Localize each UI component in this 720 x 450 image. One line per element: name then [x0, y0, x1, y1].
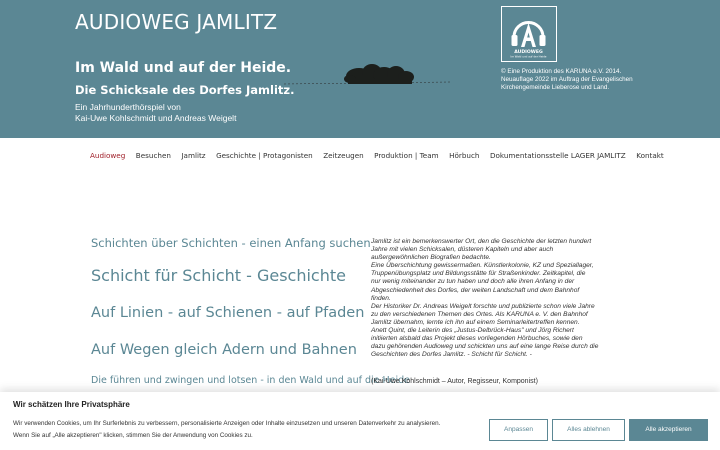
- credit-line2: Neuauflage 2022 im Auftrag der Evangelischen: [501, 76, 633, 84]
- body-line: Eine Überschichtung gewissermaßen. Künstlerkolonie, KZ und Speziallager,: [371, 262, 594, 270]
- hero-intro-line2: Kai-Uwe Kohlschmidt und Andreas Weigelt: [75, 113, 237, 123]
- heading-wald: Die führen und zwingen und lotsen - in den Wald und auf die Heide: [91, 375, 410, 386]
- body-line: nur wenig miteinander zu tun haben und doch alle ihren Anfang in der: [371, 278, 575, 286]
- body-line: Jamlitz übernahm, lernte ich ihn auf einem Seminarleitertreffen kennen.: [371, 318, 580, 326]
- body-line: initiierten alsbald das Projekt dieses vorliegenden Hörbuches, sowie den: [371, 335, 583, 343]
- hero-subheadline: Die Schicksale des Dorfes Jamlitz.: [75, 83, 295, 97]
- reject-all-button[interactable]: Alles ablehnen: [552, 419, 625, 441]
- audioweg-logo[interactable]: [501, 6, 557, 62]
- nav-item-kontakt[interactable]: Kontakt: [636, 151, 664, 160]
- nav-item-produktion[interactable]: Produktion | Team: [374, 151, 439, 160]
- body-line: Truppenübungsplatz und Bildungsstätte für Straßenkinder. Zeitkapitel, die: [371, 270, 586, 278]
- cookie-text-line1: Wir verwenden Cookies, um Ihr Surferlebnis zu verbessern, personalisierte Anzeigen oder Inhalte einzusetzen und unseren Datenverkehr zu analysieren.: [13, 420, 441, 427]
- heading-wegen: Auf Wegen gleich Adern und Bahnen: [91, 342, 357, 358]
- intro-body-text: [371, 238, 633, 359]
- body-line: außergewöhnlichen Biografien bedachte.: [371, 254, 491, 262]
- heading-schichten: Schichten über Schichten - einen Anfang suchen: [91, 236, 371, 250]
- cookie-title: Wir schätzen Ihre Privatsphäre: [13, 400, 130, 409]
- body-line: Anett Quint, die Leiterin des „Justus-Delbrück-Haus" und Jörg Richert: [371, 327, 574, 335]
- nav-item-dokumentationsstelle[interactable]: Dokumentationsstelle LAGER JAMLITZ: [490, 151, 626, 160]
- production-credit: [501, 68, 661, 93]
- hero-intro-line1: Ein Jahrhunderthörspiel von: [75, 102, 181, 112]
- credit-line1: © Eine Produktion des KARUNA e.V. 2014.: [501, 68, 622, 75]
- cookie-text: [13, 418, 483, 442]
- hero-headline: Im Wald und auf der Heide.: [75, 60, 292, 76]
- nav-item-hoerbuch[interactable]: Hörbuch: [449, 151, 480, 160]
- body-line: Abgeschiedenheit des Dorfes, der weiten Landschaft und dem Bahnhof: [371, 286, 580, 294]
- forest-silhouette-icon: [284, 62, 450, 92]
- body-line: Geschichten des Dorfes Jamlitz. - Schicht für Schicht. -: [371, 351, 532, 359]
- body-line: Jamlitz ist ein bemerkenswerter Ort, den die Geschichte der letzten hundert: [371, 238, 592, 245]
- heading-linien: Auf Linien - auf Schienen - auf Pfaden: [91, 305, 365, 321]
- nav-item-besuchen[interactable]: Besuchen: [135, 151, 171, 160]
- credit-line3: Kirchengemeinde Lieberose und Land.: [501, 84, 610, 92]
- hero-intro: [75, 102, 275, 124]
- nav-item-geschichte[interactable]: Geschichte | Protagonisten: [216, 151, 313, 160]
- body-line: dazu gehörenden Audioweg und schickten uns auf eine lange Reise durch die: [371, 343, 599, 351]
- body-line: Der Historiker Dr. Andreas Weigelt forschte und publizierte schon viele Jahre: [371, 302, 595, 310]
- main-navigation: [90, 151, 674, 163]
- body-line: finden.: [371, 294, 391, 302]
- nav-item-jamlitz[interactable]: Jamlitz: [181, 151, 206, 160]
- cookie-text-line2: Wenn Sie auf „Alle akzeptieren" klicken, stimmen Sie der Anwendung von Cookies zu.: [13, 432, 253, 439]
- nav-item-zeitzeugen[interactable]: Zeitzeugen: [323, 151, 364, 160]
- heading-geschichte: Schicht für Schicht - Geschichte: [91, 266, 346, 285]
- accept-all-button[interactable]: Alle akzeptieren: [629, 419, 708, 441]
- site-header: [0, 0, 720, 138]
- body-line: Jahre mit vielen Schicksalen, düsteren Kapiteln und aber auch: [371, 246, 554, 254]
- body-line: zu den verschiedenen Themen des Ortes. Als KARUNA e. V. den Bahnhof: [371, 310, 588, 318]
- nav-item-audioweg[interactable]: Audioweg: [90, 151, 126, 160]
- site-title[interactable]: AUDIOWEG JAMLITZ: [75, 10, 278, 34]
- logo-tagline: Im Wald und auf der Heide: [510, 54, 547, 59]
- cookie-banner: [0, 392, 720, 450]
- author-credit: (Kai-Uwe Kohlschmidt – Autor, Regisseur, Komponist): [371, 378, 538, 385]
- logo-wordmark: AUDIOWEG: [514, 50, 543, 55]
- customize-button[interactable]: Anpassen: [489, 419, 548, 441]
